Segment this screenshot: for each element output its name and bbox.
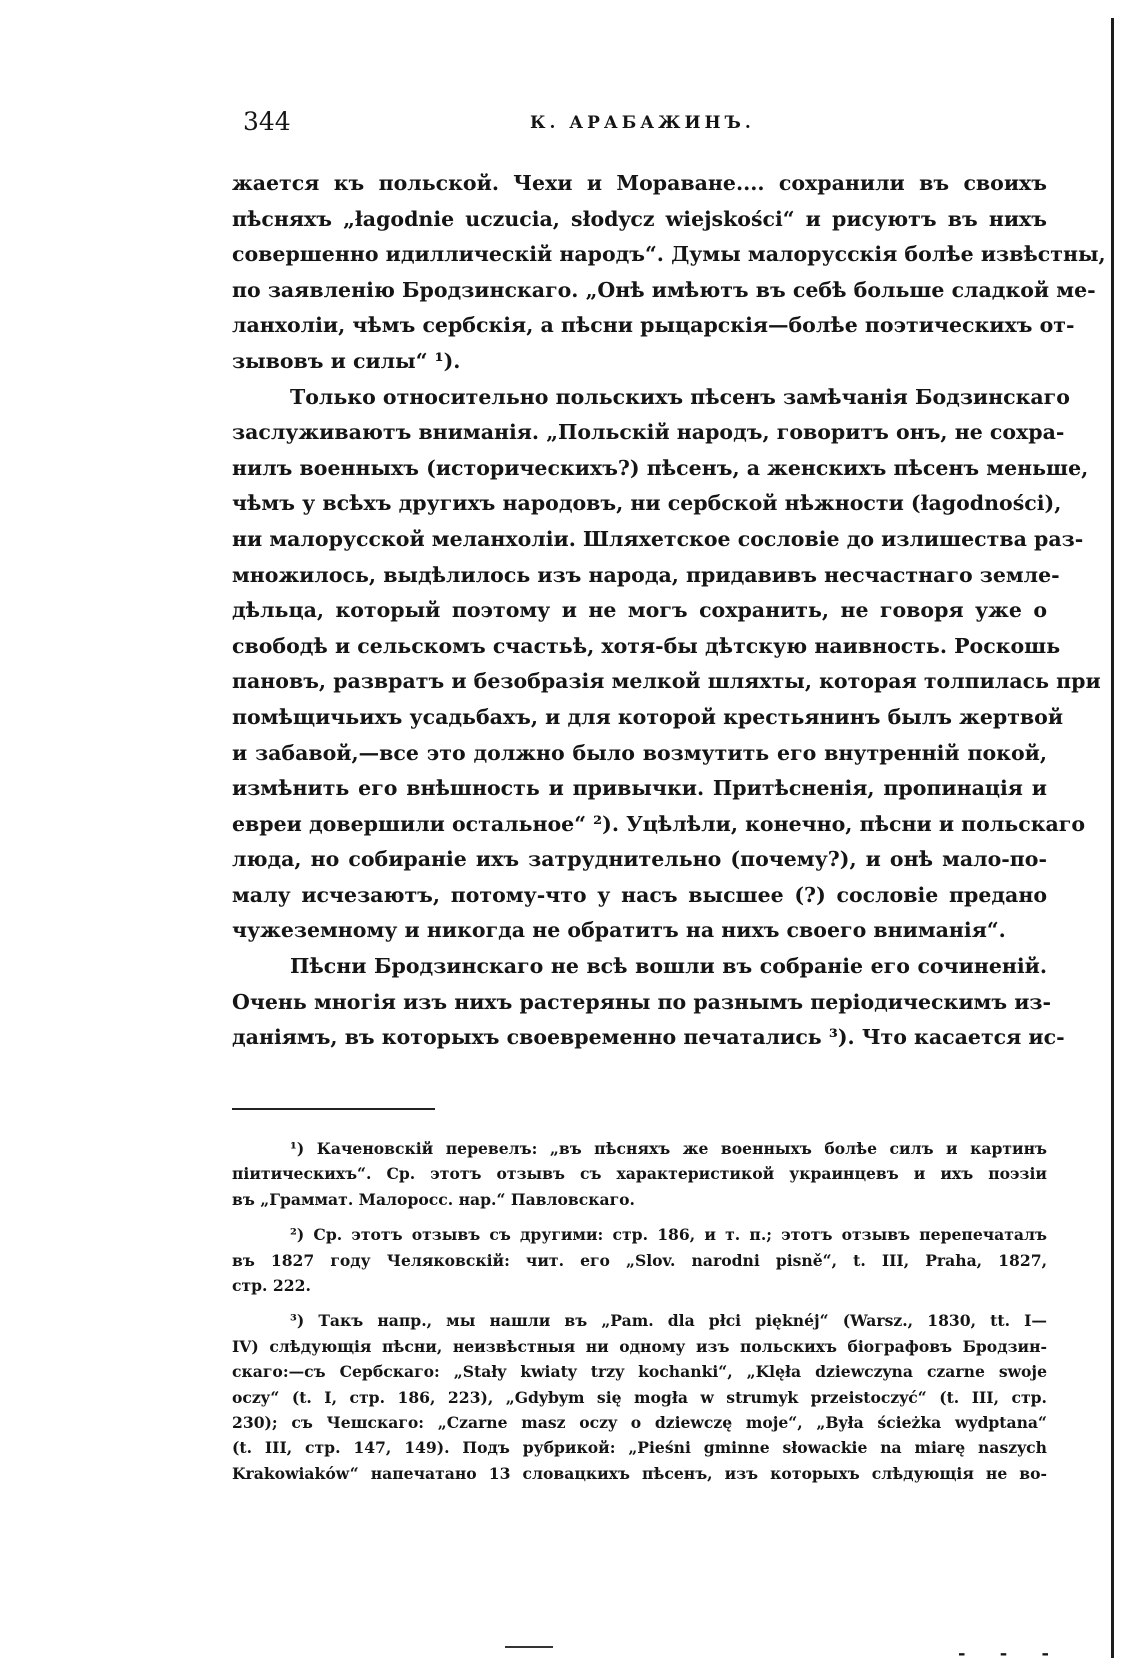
body-line: измѣнить его внѣшность и привычки. Притѣсненія, пропинація и [232,776,1047,801]
page-number: 344 [243,107,291,136]
body-line: совершенно идиллическій народъ“. Думы малорусскія болѣе извѣстны, [232,242,1106,267]
body-line: дѣльца, который поэтому и не могъ сохранить, не говоря уже о [232,598,1047,623]
body-line: даніямъ, въ которыхъ своевременно печатались ³). Что касается ис- [232,1025,1065,1050]
bottom-corner-marks: - - - [958,1643,1063,1664]
running-head: К. АРАБАЖИНЪ. [530,113,755,133]
footnote-1-line: піитическихъ“. Ср. этотъ отзывъ съ характеристикой украинцевъ и ихъ поэзіи [232,1164,1047,1184]
footnote-3-line: (t. III, стр. 147, 149). Подъ рубрикой: „Pieśni gminne słowackie na miarę naszych [232,1438,1047,1458]
footnote-2-line: въ 1827 году Челяковскій: чит. его „Slov. narodni pisně“, t. III, Praha, 1827, [232,1250,1047,1270]
body-line: заслуживаютъ вниманія. „Польскій народъ, говоритъ онъ, не сохра- [232,420,1065,445]
body-line: Очень многія изъ нихъ растеряны по разнымъ періодическимъ из- [232,989,1051,1014]
body-line: жается къ польской. Чехи и Мораване.... сохранили въ своихъ [232,171,1047,195]
body-line: ланхоліи, чѣмъ сербскія, а пѣсни рыцарскія—болѣе поэтическихъ от- [232,313,1075,338]
body-line: люда, но собираніе ихъ затруднительно (почему?), и онѣ мало-по- [232,847,1047,872]
body-line: множилось, выдѣлилось изъ народа, придавивъ несчастнаго земле- [232,562,1060,587]
body-line: пановъ, развратъ и безобразія мелкой шляхты, которая толпилась при [232,669,1101,694]
footnotes [232,1136,1047,1486]
body-text [232,166,1106,1056]
body-line: чѣмъ у всѣхъ другихъ народовъ, ни сербской нѣжности (łagodności), [232,491,1062,516]
footnote-3-line: IV) слѣдующія пѣсни, неизвѣстныя ни одному изъ польскихъ біографовъ Бродзин- [232,1336,1047,1356]
footnote-rule [232,1108,435,1110]
body-line: чужеземному и никогда не обратитъ на нихъ своего вниманія“. [232,918,1006,943]
body-line: по заявленію Бродзинскаго. „Онѣ имѣютъ въ себѣ больше сладкой ме- [232,277,1096,302]
page-edge-line [1111,18,1114,1658]
footnote-3-line: 230); съ Чешскаго: „Czarne masz oczy o dziewczę moje“, „Była ścieżka wydptana“ [232,1413,1047,1433]
footnote-1-line: ¹) Каченовскій перевелъ: „въ пѣсняхъ же военныхъ болѣе силъ и картинъ [290,1139,1047,1158]
body-line: помѣщичьихъ усадьбахъ, и для которой крестьянинъ былъ жертвой [232,704,1064,729]
body-line: пѣсняхъ „łagodnie uczucia, słodycz wiejskości“ и рисуютъ въ нихъ [232,206,1047,231]
body-line: свободѣ и сельскомъ счастьѣ, хотя-бы дѣтскую наивность. Роскошь [232,633,1061,658]
footnote-1-line: въ „Граммат. Малоросс. нар.“ Павловскаго. [232,1189,635,1209]
body-line: Только относительно польскихъ пѣсенъ замѣчанія Бодзинскаго [290,384,1070,409]
body-line: ни малорусской меланхоліи. Шляхетское сословіе до излишества раз- [232,526,1084,551]
body-line: малу исчезаютъ, потому-что у насъ высшее (?) сословіе предано [232,882,1047,907]
footnote-3-line: oczy“ (t. I, стр. 186, 223), „Gdybym się mogła w strumyk przeistoczyć“ (t. III, стр. [232,1387,1047,1407]
body-line: нилъ военныхъ (историческихъ?) пѣсенъ, а женскихъ пѣсенъ меньше, [232,455,1089,480]
footnote-2-line: ²) Ср. этотъ отзывъ съ другими: стр. 186, и т. п.; этотъ отзывъ перепечаталъ [290,1225,1047,1245]
body-line: зывовъ и силы“ ¹). [232,348,461,373]
footnote-2-line: стр. 222. [232,1276,311,1296]
footnote-3-line: ³) Такъ напр., мы нашли въ „Pam. dla płci pięknéj“ (Warsz., 1830, tt. I— [290,1311,1047,1331]
body-line: евреи довершили остальное“ ²). Уцѣлѣли, конечно, пѣсни и польскаго [232,811,1086,836]
bottom-rule-mark [505,1646,553,1648]
body-line: и забавой,—все это должно было возмутить его внутренній покой, [232,740,1047,765]
footnote-3-line: скаго:—съ Сербскаго: „Stały kwiaty trzy kochanki“, „Klęła dziewczyna czarne swoje [232,1362,1047,1382]
footnote-3-line: Krakowiaków“ напечатано 13 словацкихъ пѣсенъ, изъ которыхъ слѣдующія не во- [232,1463,1047,1483]
body-line: Пѣсни Бродзинскаго не всѣ вошли въ собраніе его сочиненій. [290,954,1047,979]
